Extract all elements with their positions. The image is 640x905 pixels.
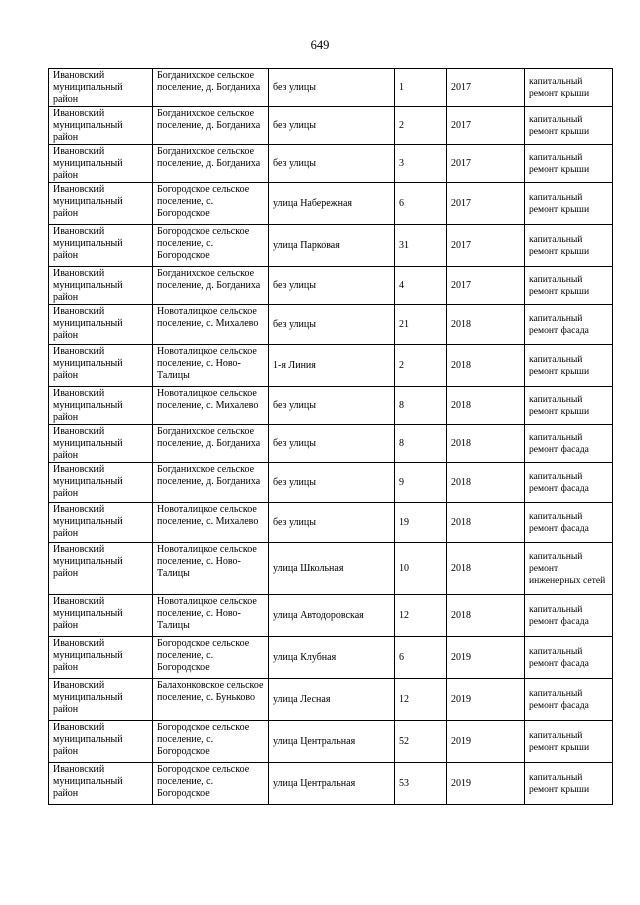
cell-work-type: капитальный ремонт крыши bbox=[525, 763, 613, 805]
cell-settlement: Новоталицкое сельское поселение, с. Ново-Талицы bbox=[153, 345, 269, 387]
cell-year: 2019 bbox=[447, 721, 525, 763]
cell-year: 2019 bbox=[447, 637, 525, 679]
cell-house-number: 10 bbox=[395, 543, 447, 595]
cell-house-number: 8 bbox=[395, 387, 447, 425]
cell-work-type: капитальный ремонт инженерных сетей bbox=[525, 543, 613, 595]
cell-work-type: капитальный ремонт крыши bbox=[525, 345, 613, 387]
cell-work-type: капитальный ремонт крыши bbox=[525, 387, 613, 425]
cell-street: улица Клубная bbox=[269, 637, 395, 679]
cell-house-number: 53 bbox=[395, 763, 447, 805]
cell-settlement: Богданихское сельское поселение, д. Богданиха bbox=[153, 145, 269, 183]
cell-street: без улицы bbox=[269, 463, 395, 503]
cell-settlement: Богородское сельское поселение, с. Богородское bbox=[153, 721, 269, 763]
table-row bbox=[49, 107, 613, 145]
cell-house-number: 2 bbox=[395, 107, 447, 145]
cell-settlement: Новоталицкое сельское поселение, с. Михалево bbox=[153, 305, 269, 345]
cell-year: 2018 bbox=[447, 595, 525, 637]
cell-street: улица Автодоровская bbox=[269, 595, 395, 637]
cell-work-type: капитальный ремонт фасада bbox=[525, 679, 613, 721]
cell-year: 2017 bbox=[447, 183, 525, 225]
cell-work-type: капитальный ремонт крыши bbox=[525, 225, 613, 267]
cell-work-type: капитальный ремонт крыши bbox=[525, 267, 613, 305]
cell-house-number: 1 bbox=[395, 69, 447, 107]
cell-house-number: 21 bbox=[395, 305, 447, 345]
cell-street: без улицы bbox=[269, 145, 395, 183]
cell-house-number: 19 bbox=[395, 503, 447, 543]
cell-settlement: Богородское сельское поселение, с. Богородское bbox=[153, 225, 269, 267]
table-row bbox=[49, 425, 613, 463]
cell-year: 2018 bbox=[447, 387, 525, 425]
cell-house-number: 12 bbox=[395, 679, 447, 721]
cell-settlement: Новоталицкое сельское поселение, с. Михалево bbox=[153, 503, 269, 543]
cell-year: 2017 bbox=[447, 107, 525, 145]
cell-street: без улицы bbox=[269, 387, 395, 425]
cell-year: 2017 bbox=[447, 69, 525, 107]
table-row bbox=[49, 721, 613, 763]
cell-work-type: капитальный ремонт фасада bbox=[525, 503, 613, 543]
cell-house-number: 6 bbox=[395, 183, 447, 225]
cell-year: 2017 bbox=[447, 225, 525, 267]
cell-district: Ивановский муниципальный район bbox=[49, 345, 153, 387]
cell-district: Ивановский муниципальный район bbox=[49, 721, 153, 763]
cell-street: без улицы bbox=[269, 267, 395, 305]
table-row bbox=[49, 225, 613, 267]
cell-work-type: капитальный ремонт фасада bbox=[525, 425, 613, 463]
table-row bbox=[49, 305, 613, 345]
table-row bbox=[49, 637, 613, 679]
table-row bbox=[49, 387, 613, 425]
cell-street: без улицы bbox=[269, 503, 395, 543]
table-row bbox=[49, 183, 613, 225]
table-row bbox=[49, 345, 613, 387]
cell-settlement: Богородское сельское поселение, с. Богородское bbox=[153, 183, 269, 225]
cell-district: Ивановский муниципальный район bbox=[49, 637, 153, 679]
cell-work-type: капитальный ремонт крыши bbox=[525, 145, 613, 183]
cell-settlement: Богданихское сельское поселение, д. Богданиха bbox=[153, 107, 269, 145]
cell-street: улица Школьная bbox=[269, 543, 395, 595]
cell-work-type: капитальный ремонт фасада bbox=[525, 463, 613, 503]
cell-settlement: Богородское сельское поселение, с. Богородское bbox=[153, 763, 269, 805]
cell-street: улица Лесная bbox=[269, 679, 395, 721]
cell-settlement: Богородское сельское поселение, с. Богородское bbox=[153, 637, 269, 679]
cell-year: 2017 bbox=[447, 145, 525, 183]
cell-house-number: 31 bbox=[395, 225, 447, 267]
cell-work-type: капитальный ремонт крыши bbox=[525, 69, 613, 107]
cell-house-number: 2 bbox=[395, 345, 447, 387]
cell-year: 2019 bbox=[447, 763, 525, 805]
cell-district: Ивановский муниципальный район bbox=[49, 763, 153, 805]
cell-settlement: Богданихское сельское поселение, д. Богданиха bbox=[153, 69, 269, 107]
cell-year: 2019 bbox=[447, 679, 525, 721]
cell-street: улица Центральная bbox=[269, 763, 395, 805]
table-row bbox=[49, 267, 613, 305]
cell-house-number: 52 bbox=[395, 721, 447, 763]
cell-street: без улицы bbox=[269, 107, 395, 145]
cell-year: 2017 bbox=[447, 267, 525, 305]
cell-work-type: капитальный ремонт фасада bbox=[525, 595, 613, 637]
table-row bbox=[49, 145, 613, 183]
cell-settlement: Богданихское сельское поселение, д. Богданиха bbox=[153, 463, 269, 503]
cell-house-number: 8 bbox=[395, 425, 447, 463]
cell-year: 2018 bbox=[447, 543, 525, 595]
cell-district: Ивановский муниципальный район bbox=[49, 543, 153, 595]
cell-work-type: капитальный ремонт крыши bbox=[525, 183, 613, 225]
cell-district: Ивановский муниципальный район bbox=[49, 183, 153, 225]
cell-house-number: 6 bbox=[395, 637, 447, 679]
cell-district: Ивановский муниципальный район bbox=[49, 425, 153, 463]
table-row bbox=[49, 503, 613, 543]
cell-work-type: капитальный ремонт фасада bbox=[525, 637, 613, 679]
table-row bbox=[49, 595, 613, 637]
cell-district: Ивановский муниципальный район bbox=[49, 225, 153, 267]
cell-settlement: Новоталицкое сельское поселение, с. Михалево bbox=[153, 387, 269, 425]
cell-district: Ивановский муниципальный район bbox=[49, 107, 153, 145]
table-row bbox=[49, 463, 613, 503]
table-row bbox=[49, 69, 613, 107]
cell-street: 1-я Линия bbox=[269, 345, 395, 387]
cell-house-number: 9 bbox=[395, 463, 447, 503]
cell-street: без улицы bbox=[269, 305, 395, 345]
cell-street: улица Набережная bbox=[269, 183, 395, 225]
cell-street: без улицы bbox=[269, 425, 395, 463]
cell-district: Ивановский муниципальный район bbox=[49, 503, 153, 543]
cell-year: 2018 bbox=[447, 463, 525, 503]
cell-year: 2018 bbox=[447, 305, 525, 345]
cell-work-type: капитальный ремонт фасада bbox=[525, 305, 613, 345]
cell-settlement: Балахонковское сельское поселение, с. Буньково bbox=[153, 679, 269, 721]
cell-settlement: Новоталицкое сельское поселение, с. Ново-Талицы bbox=[153, 595, 269, 637]
housing-repair-table bbox=[48, 68, 613, 805]
cell-settlement: Новоталицкое сельское поселение, с. Ново-Талицы bbox=[153, 543, 269, 595]
cell-house-number: 12 bbox=[395, 595, 447, 637]
cell-street: улица Центральная bbox=[269, 721, 395, 763]
table-row bbox=[49, 679, 613, 721]
cell-work-type: капитальный ремонт крыши bbox=[525, 721, 613, 763]
cell-street: без улицы bbox=[269, 69, 395, 107]
cell-district: Ивановский муниципальный район bbox=[49, 267, 153, 305]
cell-year: 2018 bbox=[447, 503, 525, 543]
cell-work-type: капитальный ремонт крыши bbox=[525, 107, 613, 145]
cell-district: Ивановский муниципальный район bbox=[49, 69, 153, 107]
cell-year: 2018 bbox=[447, 345, 525, 387]
cell-settlement: Богданихское сельское поселение, д. Богданиха bbox=[153, 267, 269, 305]
cell-district: Ивановский муниципальный район bbox=[49, 305, 153, 345]
cell-district: Ивановский муниципальный район bbox=[49, 463, 153, 503]
cell-district: Ивановский муниципальный район bbox=[49, 595, 153, 637]
table-row bbox=[49, 763, 613, 805]
cell-year: 2018 bbox=[447, 425, 525, 463]
page-number: 649 bbox=[310, 38, 330, 52]
cell-district: Ивановский муниципальный район bbox=[49, 145, 153, 183]
cell-street: улица Парковая bbox=[269, 225, 395, 267]
cell-district: Ивановский муниципальный район bbox=[49, 387, 153, 425]
table-row bbox=[49, 543, 613, 595]
cell-settlement: Богданихское сельское поселение, д. Богданиха bbox=[153, 425, 269, 463]
cell-district: Ивановский муниципальный район bbox=[49, 679, 153, 721]
cell-house-number: 3 bbox=[395, 145, 447, 183]
cell-house-number: 4 bbox=[395, 267, 447, 305]
